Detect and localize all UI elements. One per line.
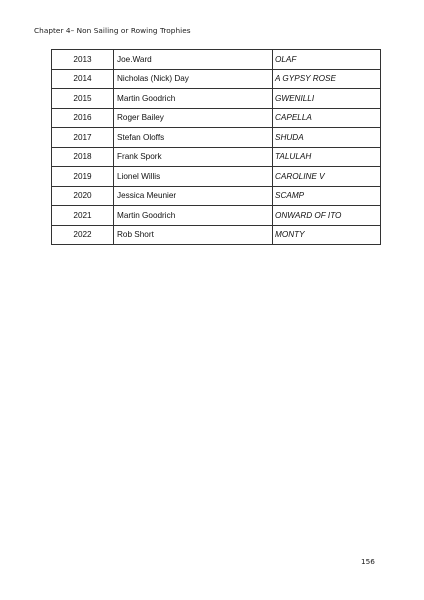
table-row <box>52 206 381 226</box>
winner-name-cell: Martin Goodrich <box>114 206 273 226</box>
year-cell: 2021 <box>52 206 114 226</box>
boat-name-cell: A GYPSY ROSE <box>273 69 381 89</box>
table-row <box>52 108 381 128</box>
winner-name-cell: Joe.Ward <box>114 50 273 70</box>
table-row <box>52 50 381 70</box>
boat-name-cell: MONTY <box>273 225 381 245</box>
winner-name-cell: Martin Goodrich <box>114 89 273 109</box>
year-cell: 2022 <box>52 225 114 245</box>
boat-name-cell: CAPELLA <box>273 108 381 128</box>
year-cell: 2015 <box>52 89 114 109</box>
year-cell: 2018 <box>52 147 114 167</box>
table-row <box>52 147 381 167</box>
winner-name-cell: Stefan Oloffs <box>114 128 273 148</box>
boat-name-cell: SCAMP <box>273 186 381 206</box>
year-cell: 2019 <box>52 167 114 187</box>
boat-name-cell: SHUDA <box>273 128 381 148</box>
winner-name-cell: Roger Bailey <box>114 108 273 128</box>
boat-name-cell: OLAF <box>273 50 381 70</box>
boat-name-cell: CAROLINE V <box>273 167 381 187</box>
page-number: 156 <box>361 557 375 566</box>
table-row <box>52 128 381 148</box>
boat-name-cell: GWENILLI <box>273 89 381 109</box>
table-row <box>52 89 381 109</box>
year-cell: 2014 <box>52 69 114 89</box>
year-cell: 2013 <box>52 50 114 70</box>
table-row <box>52 167 381 187</box>
table-row <box>52 69 381 89</box>
winner-name-cell: Lionel Willis <box>114 167 273 187</box>
year-cell: 2020 <box>52 186 114 206</box>
year-cell: 2016 <box>52 108 114 128</box>
boat-name-cell: ONWARD OF ITO <box>273 206 381 226</box>
page-header: Chapter 4– Non Sailing or Rowing Trophies <box>34 26 191 35</box>
trophy-winners-table <box>51 49 381 245</box>
table-row <box>52 186 381 206</box>
winner-name-cell: Frank Spork <box>114 147 273 167</box>
winner-name-cell: Jessica Meunier <box>114 186 273 206</box>
table-row <box>52 225 381 245</box>
boat-name-cell: TALULAH <box>273 147 381 167</box>
year-cell: 2017 <box>52 128 114 148</box>
winner-name-cell: Nicholas (Nick) Day <box>114 69 273 89</box>
winner-name-cell: Rob Short <box>114 225 273 245</box>
